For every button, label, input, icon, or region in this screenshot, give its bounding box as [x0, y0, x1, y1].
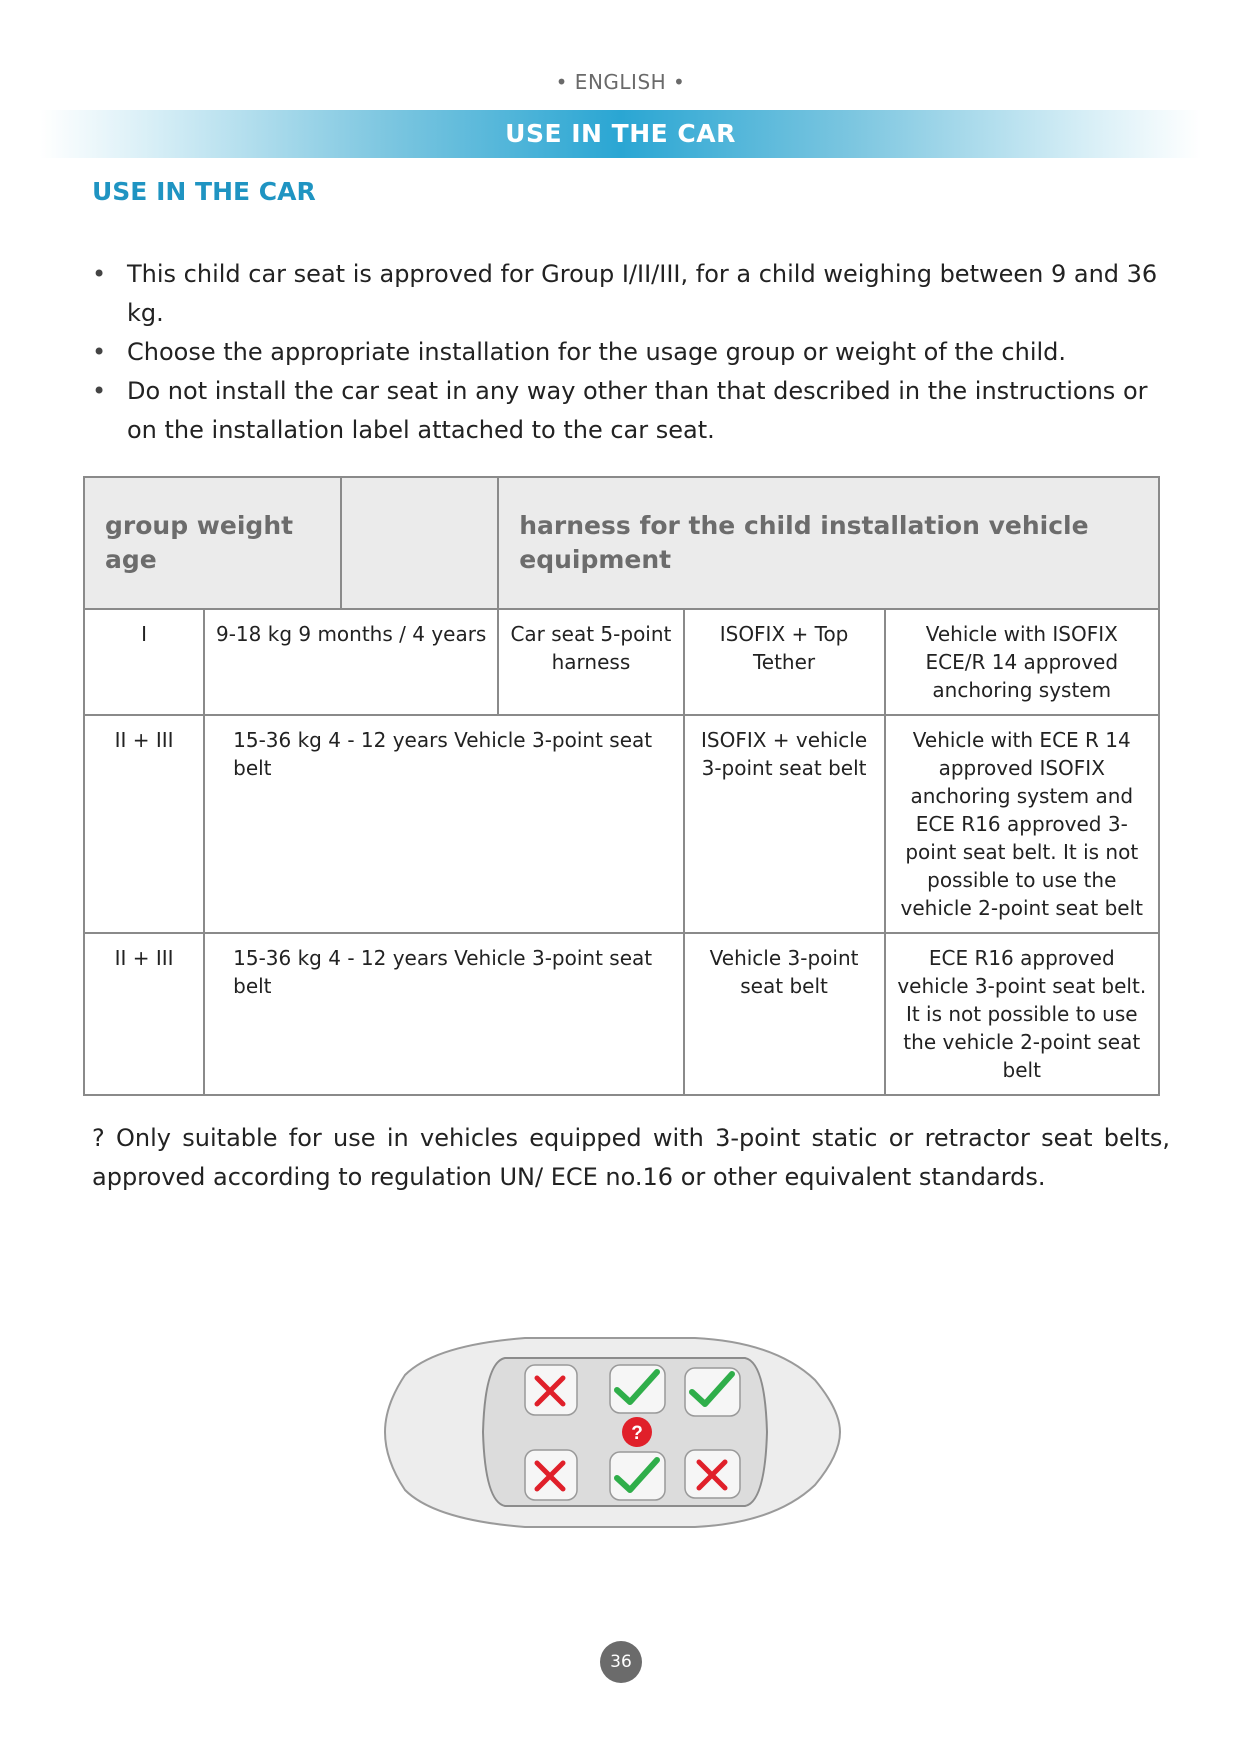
page-number: 36 [600, 1641, 642, 1683]
car-seat-position-diagram [365, 1320, 865, 1545]
table-row [84, 933, 1159, 1095]
table-cell: Vehicle with ISOFIX ECE/R 14 approved anchoring system [885, 609, 1159, 715]
language-label: • ENGLISH • [555, 70, 686, 94]
table-cell: ISOFIX + vehicle 3-point seat belt [684, 715, 885, 933]
table-cell: II + III [84, 715, 204, 933]
table-cell: 9-18 kg 9 months / 4 years [204, 609, 498, 715]
banner-title: USE IN THE CAR [505, 119, 736, 148]
section-heading: USE IN THE CAR [92, 177, 316, 206]
conditional-mark: ? [631, 1423, 643, 1444]
table-cell: Vehicle 3-point seat belt [684, 933, 885, 1095]
table-header-cell [341, 477, 498, 609]
table-cell: Car seat 5-point harness [498, 609, 683, 715]
installation-table [83, 476, 1160, 1096]
table-cell: ISOFIX + Top Tether [684, 609, 885, 715]
table-header-cell: harness for the child installation vehicle equipment [498, 477, 1159, 609]
table-row [84, 609, 1159, 715]
list-item: • Choose the appropriate installation for the usage group or weight of the child. [90, 333, 1170, 372]
table-row [84, 715, 1159, 933]
table-cell: ECE R16 approved vehicle 3-point seat belt. It is not possible to use the vehicle 2-point seat belt [885, 933, 1159, 1095]
list-item: • Do not install the car seat in any way other than that described in the instructions or on the installation label attached to the car seat. [90, 372, 1170, 450]
table-cell: II + III [84, 933, 204, 1095]
instruction-list [90, 255, 1170, 450]
table-header-cell: group weight age [84, 477, 341, 609]
footnote: ? Only suitable for use in vehicles equipped with 3-point static or retractor seat belts, approved according to regulation UN/ ECE no.16 or other equivalent standards. [92, 1124, 1170, 1191]
table-header-row [84, 477, 1159, 609]
table-cell: Vehicle with ECE R 14 approved ISOFIX anchoring system and ECE R16 approved 3-point seat belt. It is not possible to use the vehicle 2-point seat belt [885, 715, 1159, 933]
table-cell: I [84, 609, 204, 715]
table-cell: 15-36 kg 4 - 12 years Vehicle 3-point seat belt [204, 715, 683, 933]
list-item: • This child car seat is approved for Group I/II/III, for a child weighing between 9 and 36 kg. [90, 255, 1170, 333]
section-banner [40, 110, 1201, 158]
table-cell: 15-36 kg 4 - 12 years Vehicle 3-point seat belt [204, 933, 683, 1095]
